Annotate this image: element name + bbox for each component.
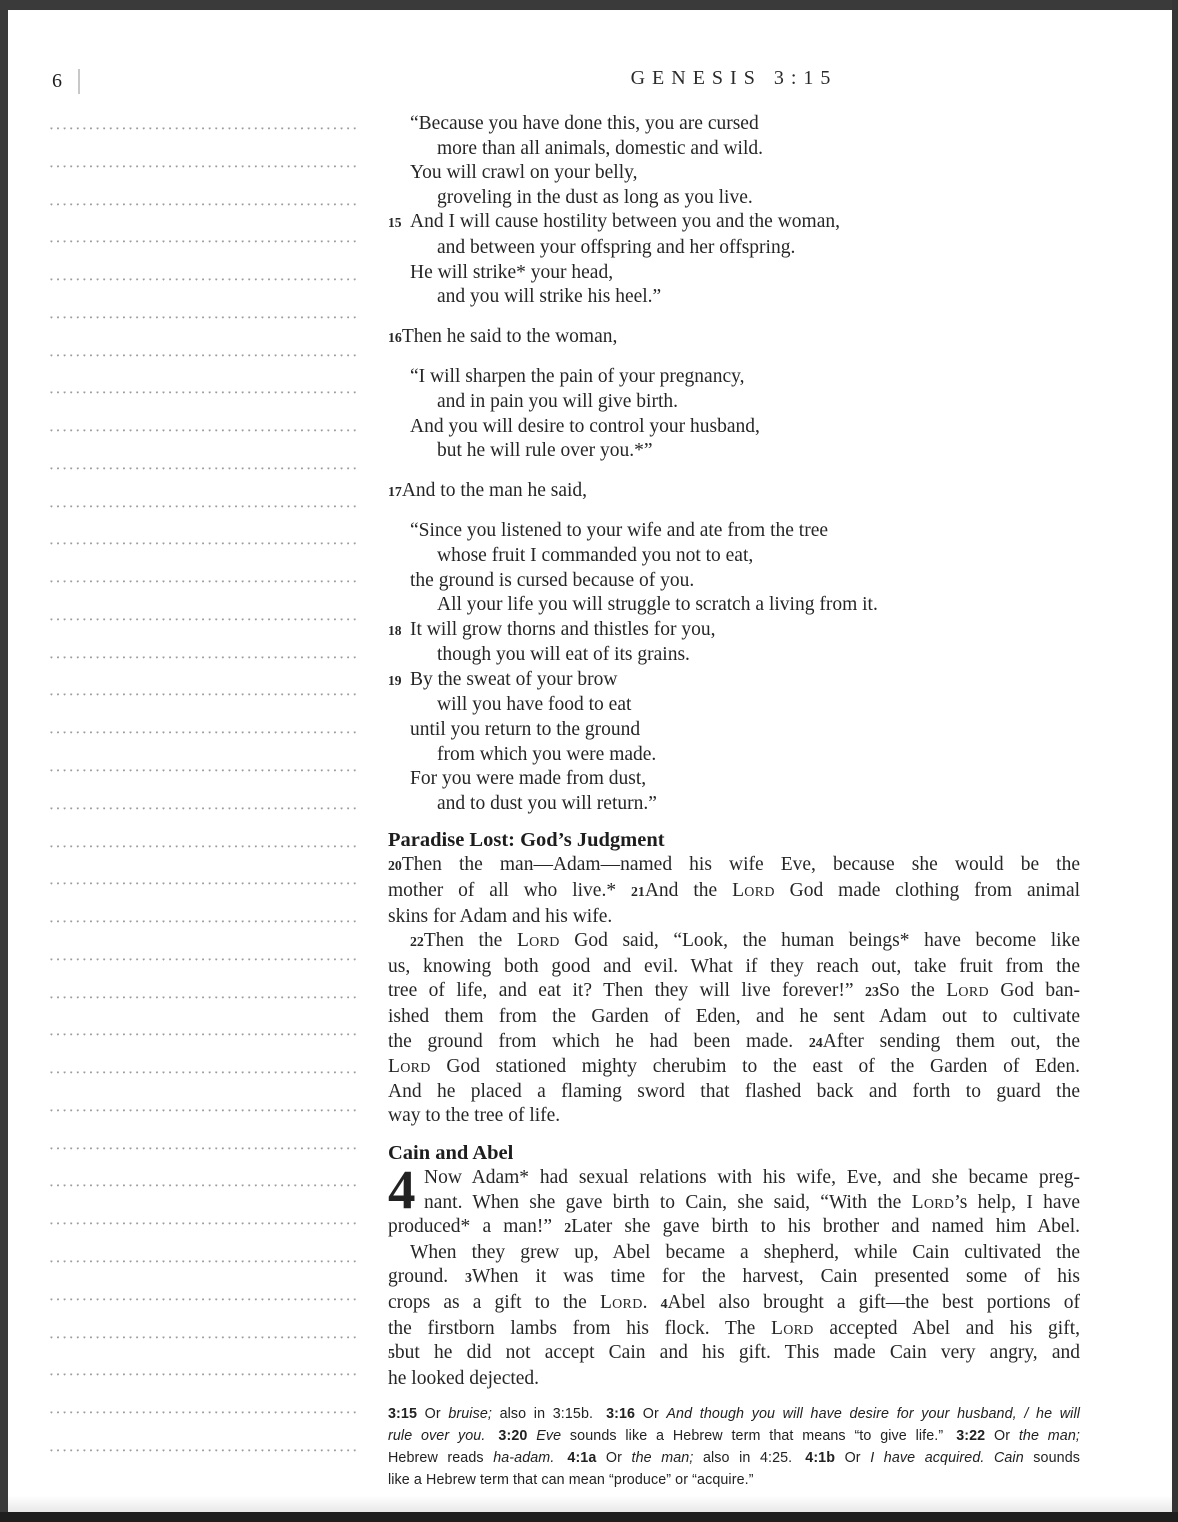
body-line: nant. When she gave birth to Cain, she said, “With the Lord’s help, I have [424,1191,1080,1213]
margin-line [50,580,357,618]
poem-line: until you return to the ground [410,719,641,741]
poem-block-verse-16 [388,365,1080,463]
margin-line [50,1373,357,1411]
poem-line: more than all animals, domestic and wild. [437,137,764,159]
margin-notes-area [50,127,357,1487]
body-line: 22Then the Lord God said, “Look, the human beings* have become like [410,930,1080,952]
margin-line [50,354,357,392]
body-line: produced* a man!” 2Later she gave birth to his brother and named him Abel. [388,1216,1080,1238]
poem-line: though you will eat of its grains. [437,644,690,666]
poem-line: “I will sharpen the pain of your pregnancy, [410,366,745,388]
margin-line [50,920,357,958]
poem-line: will you have food to eat [437,694,632,716]
running-head: GENESIS 3:15 [630,67,838,89]
body-line: Lord God stationed mighty cherubim to the east of the Garden of Eden. [388,1056,1080,1078]
poem-block-verses-14-15 [388,112,1080,310]
margin-line [50,165,357,203]
poem-line-verse-15: 15 And I will cause hostility between you and the woman, [388,211,840,233]
margin-line [50,391,357,429]
section-heading-cain-and-abel: Cain and Abel [388,1141,514,1164]
body-line: When they grew up, Abel became a shepherd, while Cain cultivated the [410,1241,1080,1263]
poem-line: “Because you have done this, you are cursed [410,113,759,134]
margin-line [50,996,357,1034]
margin-line [50,1298,357,1336]
margin-line [50,429,357,467]
poem-line: and between your offspring and her offspring. [437,236,796,258]
body-line: 20Then the man—Adam—named his wife Eve, because she would be the [388,854,1080,876]
poem-line: For you were made from dust, [410,768,647,790]
margin-line [50,618,357,656]
margin-line [50,1260,357,1298]
margin-line [50,656,357,694]
margin-line [50,316,357,354]
poem-line: whose fruit I commanded you not to eat, [437,544,754,566]
body-line: skins for Adam and his wife. [388,905,613,927]
footnotes-block [388,1403,1080,1491]
footnote-line: like a Hebrew term that can mean “produce” or “acquire.” [388,1472,754,1489]
paragraph-verses-22-24 [388,929,1080,1129]
poem-line: You will crawl on your belly, [410,162,638,184]
margin-line [50,203,357,241]
poem-line: And you will desire to control your husband, [410,415,760,437]
margin-line [50,1222,357,1260]
poem-line-verse-18: 18 It will grow thorns and thistles for you, [388,618,716,640]
margin-line [50,240,357,278]
body-line: he looked dejected. [388,1367,540,1389]
page-number: 6 [52,70,62,92]
margin-line [50,731,357,769]
margin-line [50,278,357,316]
scripture-column [388,112,1080,1491]
body-line: ground. 3When it was time for the harvest, Cain presented some of his [388,1266,1080,1288]
scan-frame-top [0,0,1178,10]
scan-frame-bottom [0,1512,1178,1522]
poem-line: and to dust you will return.” [437,792,657,814]
footnote-line: 3:15 Or bruise; also in 3:15b. 3:16 Or And though you will have desire for your husband, / he will [388,1406,1080,1423]
margin-line [50,127,357,165]
margin-line [50,1147,357,1185]
poem-line: All your life you will struggle to scratch a living from it. [437,594,878,616]
margin-line [50,505,357,543]
poem-line: groveling in the dust as long as you live. [437,186,753,208]
margin-line [50,769,357,807]
margin-line [50,1411,357,1449]
poem-line: He will strike* your head, [410,261,614,283]
poem-line: from which you were made. [437,743,657,765]
paragraph-chapter-4 [388,1158,1080,1241]
page-number-divider [78,69,80,94]
body-line: the ground from which he had been made. 24After sending them out, the [388,1030,1080,1052]
paragraph-verses-4-2-5 [388,1241,1080,1392]
margin-line [50,958,357,996]
poem-line: and in pain you will give birth. [437,390,679,412]
margin-line [50,845,357,883]
page-bottom-shadow [8,1496,1172,1512]
poem-line: and you will strike his heel.” [437,286,662,308]
chapter-number-drop-cap: 4 [388,1158,416,1220]
margin-line [50,882,357,920]
scan-frame-left [0,0,8,1522]
body-line: mother of all who live.* 21And the Lord God made clothing from animal [388,880,1081,902]
body-line: 5but he did not accept Cain and his gift. This made Cain very angry, and [388,1342,1080,1364]
footnote-line: rule over you. 3:20 Eve sounds like a Hebrew term that means “to give life.” 3:22 Or the man; [388,1428,1080,1445]
poem-line: but he will rule over you.*” [437,440,653,462]
poem-line: the ground is cursed because of you. [410,569,695,591]
body-line: the firstborn lambs from his flock. The Lord accepted Abel and his gift, [388,1317,1081,1339]
poem-line: “Since you listened to your wife and ate from the tree [410,520,829,542]
body-line: way to the tree of life. [388,1105,561,1127]
body-line: Now Adam* had sexual relations with his wife, Eve, and she became preg- [424,1166,1080,1188]
margin-line [50,542,357,580]
margin-line [50,1071,357,1109]
body-line: ished them from the Garden of Eden, and he sent Adam out to cultivate [388,1006,1080,1027]
prose-line-verse-17: 17And to the man he said, [388,479,588,501]
body-line: crops as a gift to the Lord. 4Abel also brought a gift—the best portions of [388,1291,1080,1313]
margin-line [50,1336,357,1374]
poem-line-verse-19: 19 By the sweat of your brow [388,668,618,690]
scan-frame-right [1172,0,1178,1522]
prose-line-verse-16: 16Then he said to the woman, [388,325,618,347]
margin-line [50,1449,357,1487]
margin-line [50,807,357,845]
body-line: us, knowing both good and evil. What if they reach out, take fruit from the [388,955,1080,977]
footnote-line: Hebrew reads ha-adam. 4:1a Or the man; also in 4:25. 4:1b Or I have acquired. Cain sounds [388,1450,1080,1467]
margin-line [50,693,357,731]
margin-line [50,1033,357,1071]
margin-line [50,467,357,505]
section-heading-paradise-lost: Paradise Lost: God’s Judgment [388,829,665,852]
poem-block-verses-17-19 [388,519,1080,816]
body-line: And he placed a flaming sword that flashed back and forth to guard the [388,1080,1080,1102]
body-line: tree of life, and eat it? Then they will live forever!” 23So the Lord God ban- [388,980,1081,1002]
margin-line [50,1109,357,1147]
paragraph-verses-20-21 [388,853,1080,929]
margin-line [50,1184,357,1222]
